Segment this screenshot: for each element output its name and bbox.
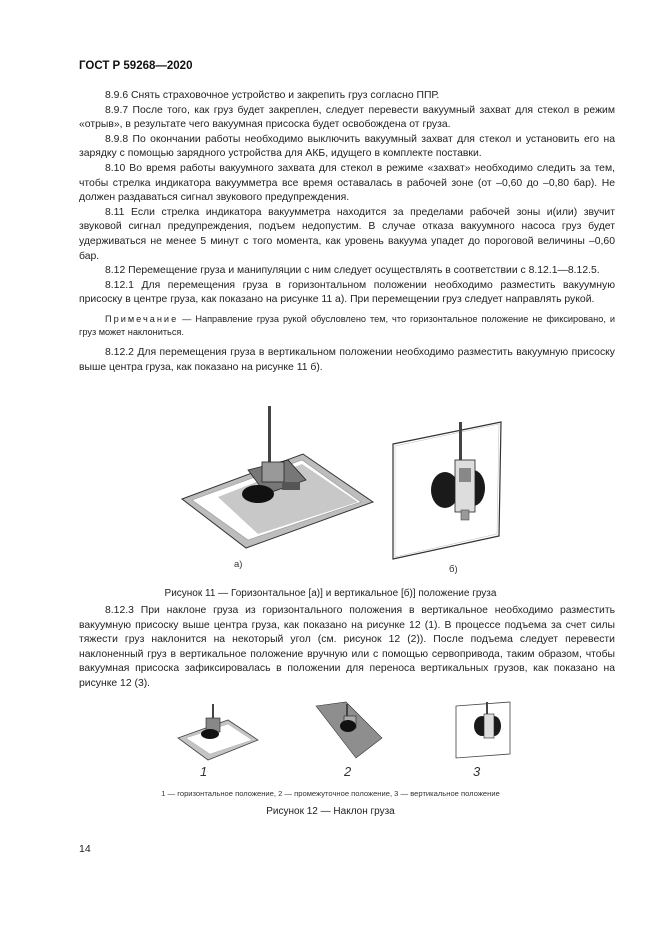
main-text xyxy=(79,89,615,376)
note-text: — Направление груза рукой обусловлено тем, что горизонтальное положение не фиксировано, и груз может наклониться. xyxy=(79,313,615,338)
figure-11a-label: а) xyxy=(234,559,243,570)
figure-11a-image xyxy=(178,402,378,550)
paragraph-8-9-6: 8.9.6 Снять страховочное устройство и закрепить груз согласно ППР. xyxy=(105,90,440,101)
figure-12-image-1 xyxy=(176,700,260,762)
figure-12-image-2 xyxy=(312,700,384,760)
paragraph-8-10: 8.10 Во время работы вакуумного захвата для стекол в режиме «захват» необходимо следить за тем, чтобы стрелка индикатора вакуумметра все время оставалась в рабочей зоне (от –0,60 до –0,80 бар). Не должен раздаваться сигнал звукового предупреждения. xyxy=(79,162,615,204)
paragraph-8-12-3: 8.12.3 При наклоне груза из горизонтального положения в вертикальное необходимо разместить вакуумную присоску выше центра груза, как показано на рисунке 12 (1). В процессе подъема за счет силы тяжести груз наклонится на некоторый угол (см. рисунок 12 (2)). После подъема следует перевести наклоненный груз в вертикальное положение вручную или с помощью сервопривода, таким образом, чтобы вакуумная присоска зафиксировалась в положении для переноса вертикальных грузов, как показано на рисунке 12 (3). xyxy=(79,605,615,689)
figure-12-image-3 xyxy=(452,700,514,760)
figure-12-number-1: 1 xyxy=(200,764,208,779)
figure-11b-image xyxy=(389,414,507,564)
paragraph-8-9-8: 8.9.8 По окончании работы необходимо выключить вакуумный захват для стекол и установить его на зарядку с помощью зарядного устройства для АКБ, идущего в комплекте поставки. xyxy=(79,133,615,160)
paragraph-8-12-1: 8.12.1 Для перемещения груза в горизонтальном положении необходимо разместить вакуумную присоску в центре груза, как показано на рисунке 11 а). При перемещении груз следует направлять рукой. xyxy=(79,279,615,306)
figure-11-caption: Рисунок 11 — Горизонтальное [а)] и вертикальное [б)] положение груза xyxy=(164,588,497,599)
paragraph-8-11: 8.11 Если стрелка индикатора вакуумметра находится за пределами рабочей зоны и(или) звучит звуковой сигнал предупреждения, подъем недопустим. В случае отказа вакуумного насоса груз будет удерживаться не менее 5 минут с того момента, как уровень вакуума упадет до пороговой величины –0,60 бар. xyxy=(79,206,615,262)
figure-12-caption: Рисунок 12 — Наклон груза xyxy=(266,806,395,817)
paragraph-8-9-7: 8.9.7 После того, как груз будет закреплен, следует перевести вакуумный захват для стекол в режим «отрыв», в результате чего вакуумная присоска будет освобождена от груза. xyxy=(79,104,615,131)
paragraph-8-12-2: 8.12.2 Для перемещения груза в вертикальном положении необходимо разместить вакуумную присоску выше центра груза, как показано на рисунке 11 б). xyxy=(79,347,615,373)
figure-11b-label: б) xyxy=(449,564,458,575)
page-number: 14 xyxy=(79,843,91,855)
figure-12-legend: 1 — горизонтальное положение, 2 — промежуточное положение, 3 — вертикальное положение xyxy=(161,789,500,798)
document-header: ГОСТ Р 59268—2020 xyxy=(79,60,193,72)
figure-12-number-2: 2 xyxy=(344,764,352,779)
note xyxy=(79,313,615,339)
text-after-figure-11 xyxy=(79,604,615,692)
figure-12-number-3: 3 xyxy=(473,764,481,779)
paragraph-8-12: 8.12 Перемещение груза и манипуляции с ним следует осуществлять в соответствии с 8.12.1—8.12.5. xyxy=(105,265,600,277)
note-label: Примечание xyxy=(105,313,179,324)
